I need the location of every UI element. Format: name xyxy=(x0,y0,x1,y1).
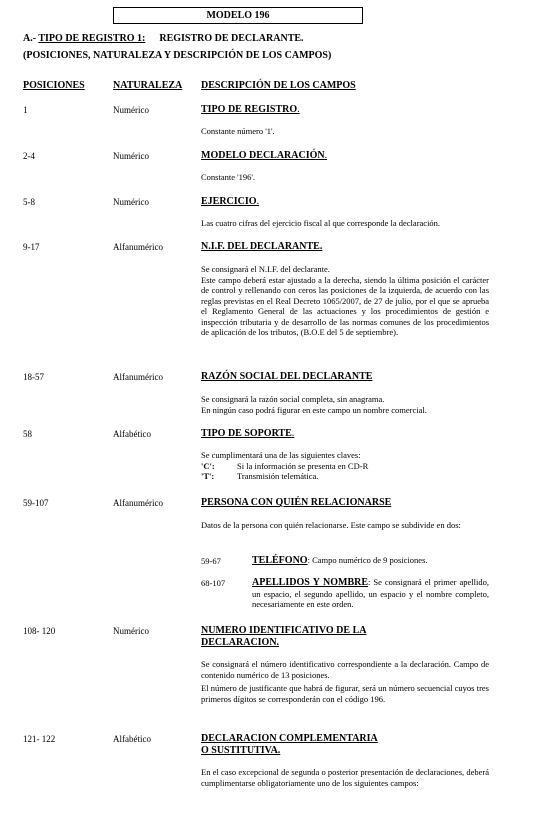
field-description xyxy=(201,659,489,704)
key-text: Si la información se presenta en CD-R xyxy=(237,460,369,471)
field-nature: Numérico xyxy=(113,626,149,636)
description-line: Se consignará la razón social completa, sin anagrama. xyxy=(201,394,385,404)
subfield-name: APELLIDOS Y NOMBRE xyxy=(252,577,369,588)
section-prefix: A.- xyxy=(23,33,39,44)
document-title: MODELO 196 xyxy=(113,7,363,24)
section-type-label: TIPO DE REGISTRO 1: xyxy=(38,33,146,44)
field-nature: Alfanumérico xyxy=(113,242,163,252)
field-position: 108- 120 xyxy=(23,626,56,636)
field-nature: Alfanumérico xyxy=(113,372,163,382)
field-description: Las cuatro cifras del ejercicio fiscal al que corresponde la declaración. xyxy=(201,218,441,228)
key-code: 'C': xyxy=(201,460,215,471)
field-description: En el caso excepcional de segunda o posterior presentación de declaraciones, deberá cumplimentarse obligatoriamente uno de los siguientes campos: xyxy=(201,767,489,788)
field-nature: Numérico xyxy=(113,151,149,161)
key-row xyxy=(201,461,489,472)
field-description xyxy=(201,450,489,482)
description-line: Se consignará el N.I.F. del declarante. xyxy=(201,264,330,274)
field-name-suffix: . xyxy=(291,428,295,439)
field-name-line: DECLARACION. xyxy=(201,637,280,648)
key-code: 'T': xyxy=(201,471,215,481)
description-line: Se cumplimentará una de las siguientes claves: xyxy=(201,450,361,460)
description-line: Se consignará el número identificativo correspondiente a la declaración. Campo de contenido numérico de 13 posiciones. xyxy=(201,659,489,680)
field-description: Constante número '1'. xyxy=(201,126,275,136)
field-name-line: DECLARACION COMPLEMENTARIA xyxy=(201,733,378,744)
field-name xyxy=(201,733,378,757)
subfield-text: : Se consignará el primer apellido, un espacio, el segundo apellido, un espacio y el nombre completo, necesariamente en este orden. xyxy=(252,577,489,609)
subfield-description xyxy=(252,555,489,567)
field-name xyxy=(201,625,366,649)
field-name xyxy=(201,104,300,115)
field-position: 59-107 xyxy=(23,498,49,508)
subfield-name: TELÉFONO xyxy=(252,555,308,566)
description-line: En ningún caso podrá figurar en este campo un nombre comercial. xyxy=(201,404,427,415)
field-description xyxy=(201,394,489,415)
field-name xyxy=(201,428,294,439)
field-name-text: TIPO DE SOPORTE xyxy=(201,428,292,439)
header-naturaleza: NATURALEZA xyxy=(113,80,183,91)
description-line: Este campo deberá estar ajustado a la derecha, siendo la última posición el carácter de control y rellenando con ceros las posiciones de la izquierda, de acuerdo con las reglas previstas en el Real Decreto 1065/2007, de 27 de julio, por el que se aprueba el Reglamento General de las actuaciones y los procedimientos de gestión e inspección tributaria y de desarrollo de las normas comunes de los procedimientos de aplicación de los tributos, (B.O.E del 5 de septiembre). xyxy=(201,274,489,337)
field-position: 5-8 xyxy=(23,197,35,207)
field-name-suffix: . xyxy=(324,150,328,161)
field-name-text: TIPO DE REGISTRO xyxy=(201,104,298,115)
header-posiciones: POSICIONES xyxy=(23,80,85,91)
field-position: 2-4 xyxy=(23,151,35,161)
subfield-text: : Campo numérico de 9 posiciones. xyxy=(307,555,428,565)
field-nature: Alfabético xyxy=(113,429,151,439)
field-name-suffix: . xyxy=(256,196,260,207)
field-name xyxy=(201,150,327,161)
key-row xyxy=(201,471,489,482)
field-position: 18-57 xyxy=(23,372,44,382)
field-name-line: NUMERO IDENTIFICATIVO DE LA xyxy=(201,625,367,636)
field-nature: Numérico xyxy=(113,105,149,115)
field-position: 1 xyxy=(23,105,28,115)
field-name-line: O SUSTITUTIVA. xyxy=(201,745,281,756)
header-descripcion: DESCRIPCIÓN DE LOS CAMPOS xyxy=(201,80,356,91)
section-subtitle: (POSICIONES, NATURALEZA Y DESCRIPCIÓN DE LOS CAMPOS) xyxy=(23,50,332,61)
field-name-text: EJERCICIO xyxy=(201,196,257,207)
subfield-position: 68-107 xyxy=(201,578,226,588)
subfield-position: 59-67 xyxy=(201,556,221,566)
key-text: Transmisión telemática. xyxy=(237,471,319,481)
field-name: RAZÓN SOCIAL DEL DECLARANTE xyxy=(201,371,373,382)
field-nature: Alfanumérico xyxy=(113,498,163,508)
field-position: 58 xyxy=(23,429,32,439)
description-line: El número de justificante que habrá de figurar, será un número secuencial cuyos tres primeros dígitos se corresponderán con el código 196. xyxy=(201,683,489,704)
field-nature: Numérico xyxy=(113,197,149,207)
field-nature: Alfabético xyxy=(113,734,151,744)
field-name-text: MODELO DECLARACIÓN xyxy=(201,150,325,161)
field-description: Constante '196'. xyxy=(201,172,256,182)
field-name xyxy=(201,196,259,207)
field-position: 9-17 xyxy=(23,242,40,252)
field-description xyxy=(201,264,489,338)
section-type-value: REGISTRO DE DECLARANTE. xyxy=(159,33,304,44)
field-name: N.I.F. DEL DECLARANTE. xyxy=(201,241,323,252)
field-name: PERSONA CON QUIÉN RELACIONARSE xyxy=(201,497,392,508)
field-description: Datos de la persona con quién relacionarse. Este campo se subdivide en dos: xyxy=(201,520,461,530)
subfield-description xyxy=(252,577,489,610)
section-heading xyxy=(23,33,304,44)
field-position: 121- 122 xyxy=(23,734,56,744)
field-name-suffix: . xyxy=(297,104,300,115)
